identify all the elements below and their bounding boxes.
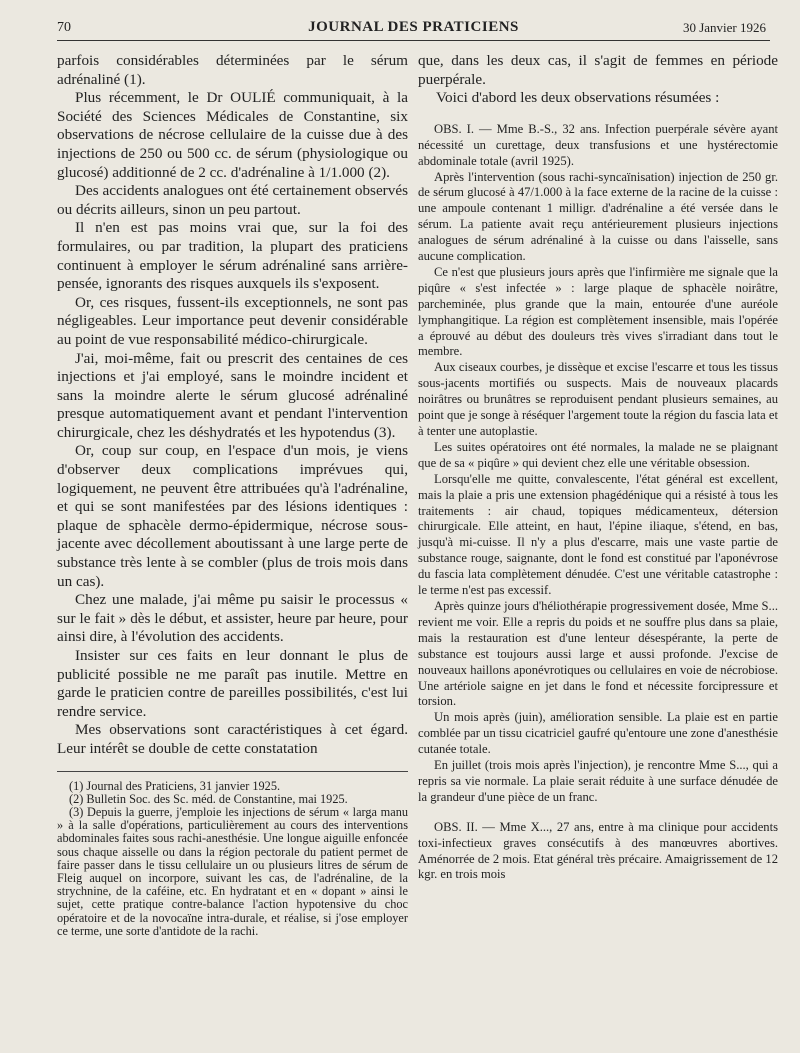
paragraph: Ce n'est que plusieurs jours après que l'infirmière me signale que la piqûre « s'est infectée » : large plaque de sphacèle noirâtre, parcheminée, plus grande que la main, entourée d'une auréole lymphangitique. La région est complètement insensible, mais l'opérée a éprouvé au début des douleurs très vives s'irradiant dans tout le membre. [418,264,778,359]
paragraph: Voici d'abord les deux observations résumées : [436,89,720,107]
issue-date: 30 Janvier 1926 [682,20,766,35]
footnote-divider [57,771,408,772]
paragraph: En juillet (trois mois après l'injection), je rencontre Mme S..., qui a repris sa vie normale. La plaie serait réduite à une surface dénudée de la grandeur d'une pièce de un franc. [418,758,778,804]
paragraph: Aux ciseaux courbes, je dissèque et excise l'escarre et tous les tissus sous-jacents mortifiés ou suspects. Mais de nouveaux placards noirâtres ou brunâtres se reproduisent pendant plusieurs semaines, au point que je songe à réséquer l'argement toute la région du fascia lata et à tenter une autoplastie. [418,360,778,438]
right-intro-text [418,52,778,108]
paragraph: Or, ces risques, fussent-ils exceptionnels, ne sont pas négligeables. Leur importance peut devenir considérable au point de vue responsabilité médico-chirurgicale. [57,293,408,348]
paragraph: Or, coup sur coup, en l'espace d'un mois, je viens d'observer deux complications imprévues qui, logiquement, ne peuvent être attribuées qu'à l'adrénaline, et qui se sont manifestées par des lésions identiques : plaque de sphacèle dermo-épidermique, nécrose sous-jacente avec décollement aboutissant à une large perte de substance très lente à se combler (plus de trois mois dans un cas). [57,442,408,590]
paragraph: J'ai, moi-même, fait ou prescrit des centaines de ces injections et j'ai employé, sans le moindre incident et sans la moindre alerte le sérum glucosé adrénaliné presque automatiquement avant et pendant l'intervention chirurgicale, chez les déshydratés et les hypotendus (3). [57,349,408,441]
paragraph: Après l'intervention (sous rachi-syncaïnisation) injection de 250 gr. de sérum glucosé à 47/1.000 à la face externe de la racine de la cuisse : une ampoule contenant 1 milligr. d'adrénaline a été versée dans le sérum. La patiente avait reçu antérieurement plusieurs injections analogues de sérum adrénaliné à la cuisse ou dans l'aisselle, sans aucune complication. [418,169,778,264]
footnotes [57,780,408,938]
paragraph: OBS. I. — Mme B.-S., 32 ans. Infection puerpérale sévère ayant nécessité un curettage, deux transfusions et une hystérectomie abdominale totale (avril 1925). [418,121,778,168]
paragraph: Insister sur ces faits en leur donnant le plus de publicité possible ne me paraît pas inutile. Mettre en garde le praticien contre de pareilles possibilités, c'est lui rendre service. [57,647,408,720]
paragraph: Mes observations sont caractéristiques à cet égard. Leur intérêt se double de cette constatation [57,721,408,757]
page-header [57,14,770,41]
paragraph: OBS. II. — Mme X..., 27 ans, entre à ma clinique pour accidents toxi-infectieux graves consécutifs à des manœuvres abortives. Aménorrée de 2 mois. Etat général très précaire. Amaigrissement de 12 kgr. en trois mois [418,819,778,882]
observation-1 [418,122,778,806]
footnote: (2) Bulletin Soc. des Sc. méd. de Constantine, mai 1925. [69,791,348,806]
paragraph: Il n'en est pas moins vrai que, sur la foi des formulaires, ou par tradition, la plupart des praticiens continuent à employer le sérum adrénaliné sans arrière-pensée, ignorants des risques auxquels ils s'exposent. [57,219,408,293]
paragraph: Des accidents analogues ont été certainement observés ou décrits ailleurs, sinon un peu partout. [57,182,408,218]
paragraph: Après quinze jours d'héliothérapie progressivement dosée, Mme S... revient me voir. Elle a repris du poids et ne souffre plus dans sa plaie, mais la restauration est d'une lenteur désespérante, la perte de substance est toujours aussi large et aussi profonde. J'excise de nouveaux haillons aponévrotiques ou cellulaires en voie de nécrobiose. Une artériole saigne en jet dans le fond et nécessite forcipressure et torsion. [418,598,778,709]
left-column [57,52,408,938]
observation-2 [418,820,778,884]
right-column [418,52,778,883]
page-number: 70 [57,20,71,35]
footnote: (1) Journal des Praticiens, 31 janvier 1925. [69,778,281,793]
spacer [418,806,778,820]
paragraph: parfois considérables déterminées par le sérum adrénaliné (1). [57,52,408,88]
paragraph: Un mois après (juin), amélioration sensible. La plaie est en partie comblée par un tissu cicatriciel gaufré qu'entoure une zone d'anesthésie cutanée totale. [418,710,778,757]
spacer [418,108,778,122]
left-body-text [57,52,408,759]
paragraph: Plus récemment, le Dr OULIÉ communiquait, à la Société des Sciences Médicales de Constantine, six observations de nécrose cellulaire de la cuisse due à des injections de 250 ou 500 cc. de sérum (physiologique ou glucosé) additionné de 2 cc. d'adrénaline à 1/1.000 (2). [57,89,408,181]
paragraph: Lorsqu'elle me quitte, convalescente, l'état général est excellent, mais la plaie a pris une extension phagédénique qui a résisté à tous les traitements : air chaud, topiques médicamenteux, détersion chirurgicale. Elle atteint, en haut, l'épine iliaque, s'étend, en bas, jusqu'à mi-cuisse. Il n'y a plus d'escarre, mais une vaste partie de substance rouge, saignante, dont le fond est constitué par l'aponévrose du fascia lata complètement dénudée. C'est une véritable catastrophe : le terme n'est pas excessif. [418,471,778,598]
journal-title: JOURNAL DES PRATICIENS [308,19,519,35]
paragraph: Les suites opératoires ont été normales, la malade ne se plaignant que de sa « piqûre » qui devient chez elle une véritable obsession. [418,439,778,470]
paragraph: Chez une malade, j'ai même pu saisir le processus « sur le fait » dès le début, et assister, heure par heure, pour ainsi dire, à l'évolution des accidents. [57,591,408,646]
paragraph: que, dans les deux cas, il s'agit de femmes en période puerpérale. [418,52,778,88]
footnote: (3) Depuis la guerre, j'emploie les injections de sérum « larga manu » à la salle d'opérations, particulièrement au cours des interventions abdominales faites sous rachi-anesthésie. Une longue aiguille enfoncée sous chaque aisselle ou dans la région pectorale du patient permet de faire passer dans le tissu cellulaire un ou plusieurs litres de sérum de Fleig auquel on incorpore, suivant les cas, de l'adrénaline, de la strychnine, de la caféine, etc. En hydratant et en « dopant » ainsi le sujet, cette pratique contre-balance l'action hypotensive du choc opératoire et de la novocaïne intra-durale, et réalise, si j'ose employer ce terme, une sorte d'antidote de la rachi. [57,804,408,938]
